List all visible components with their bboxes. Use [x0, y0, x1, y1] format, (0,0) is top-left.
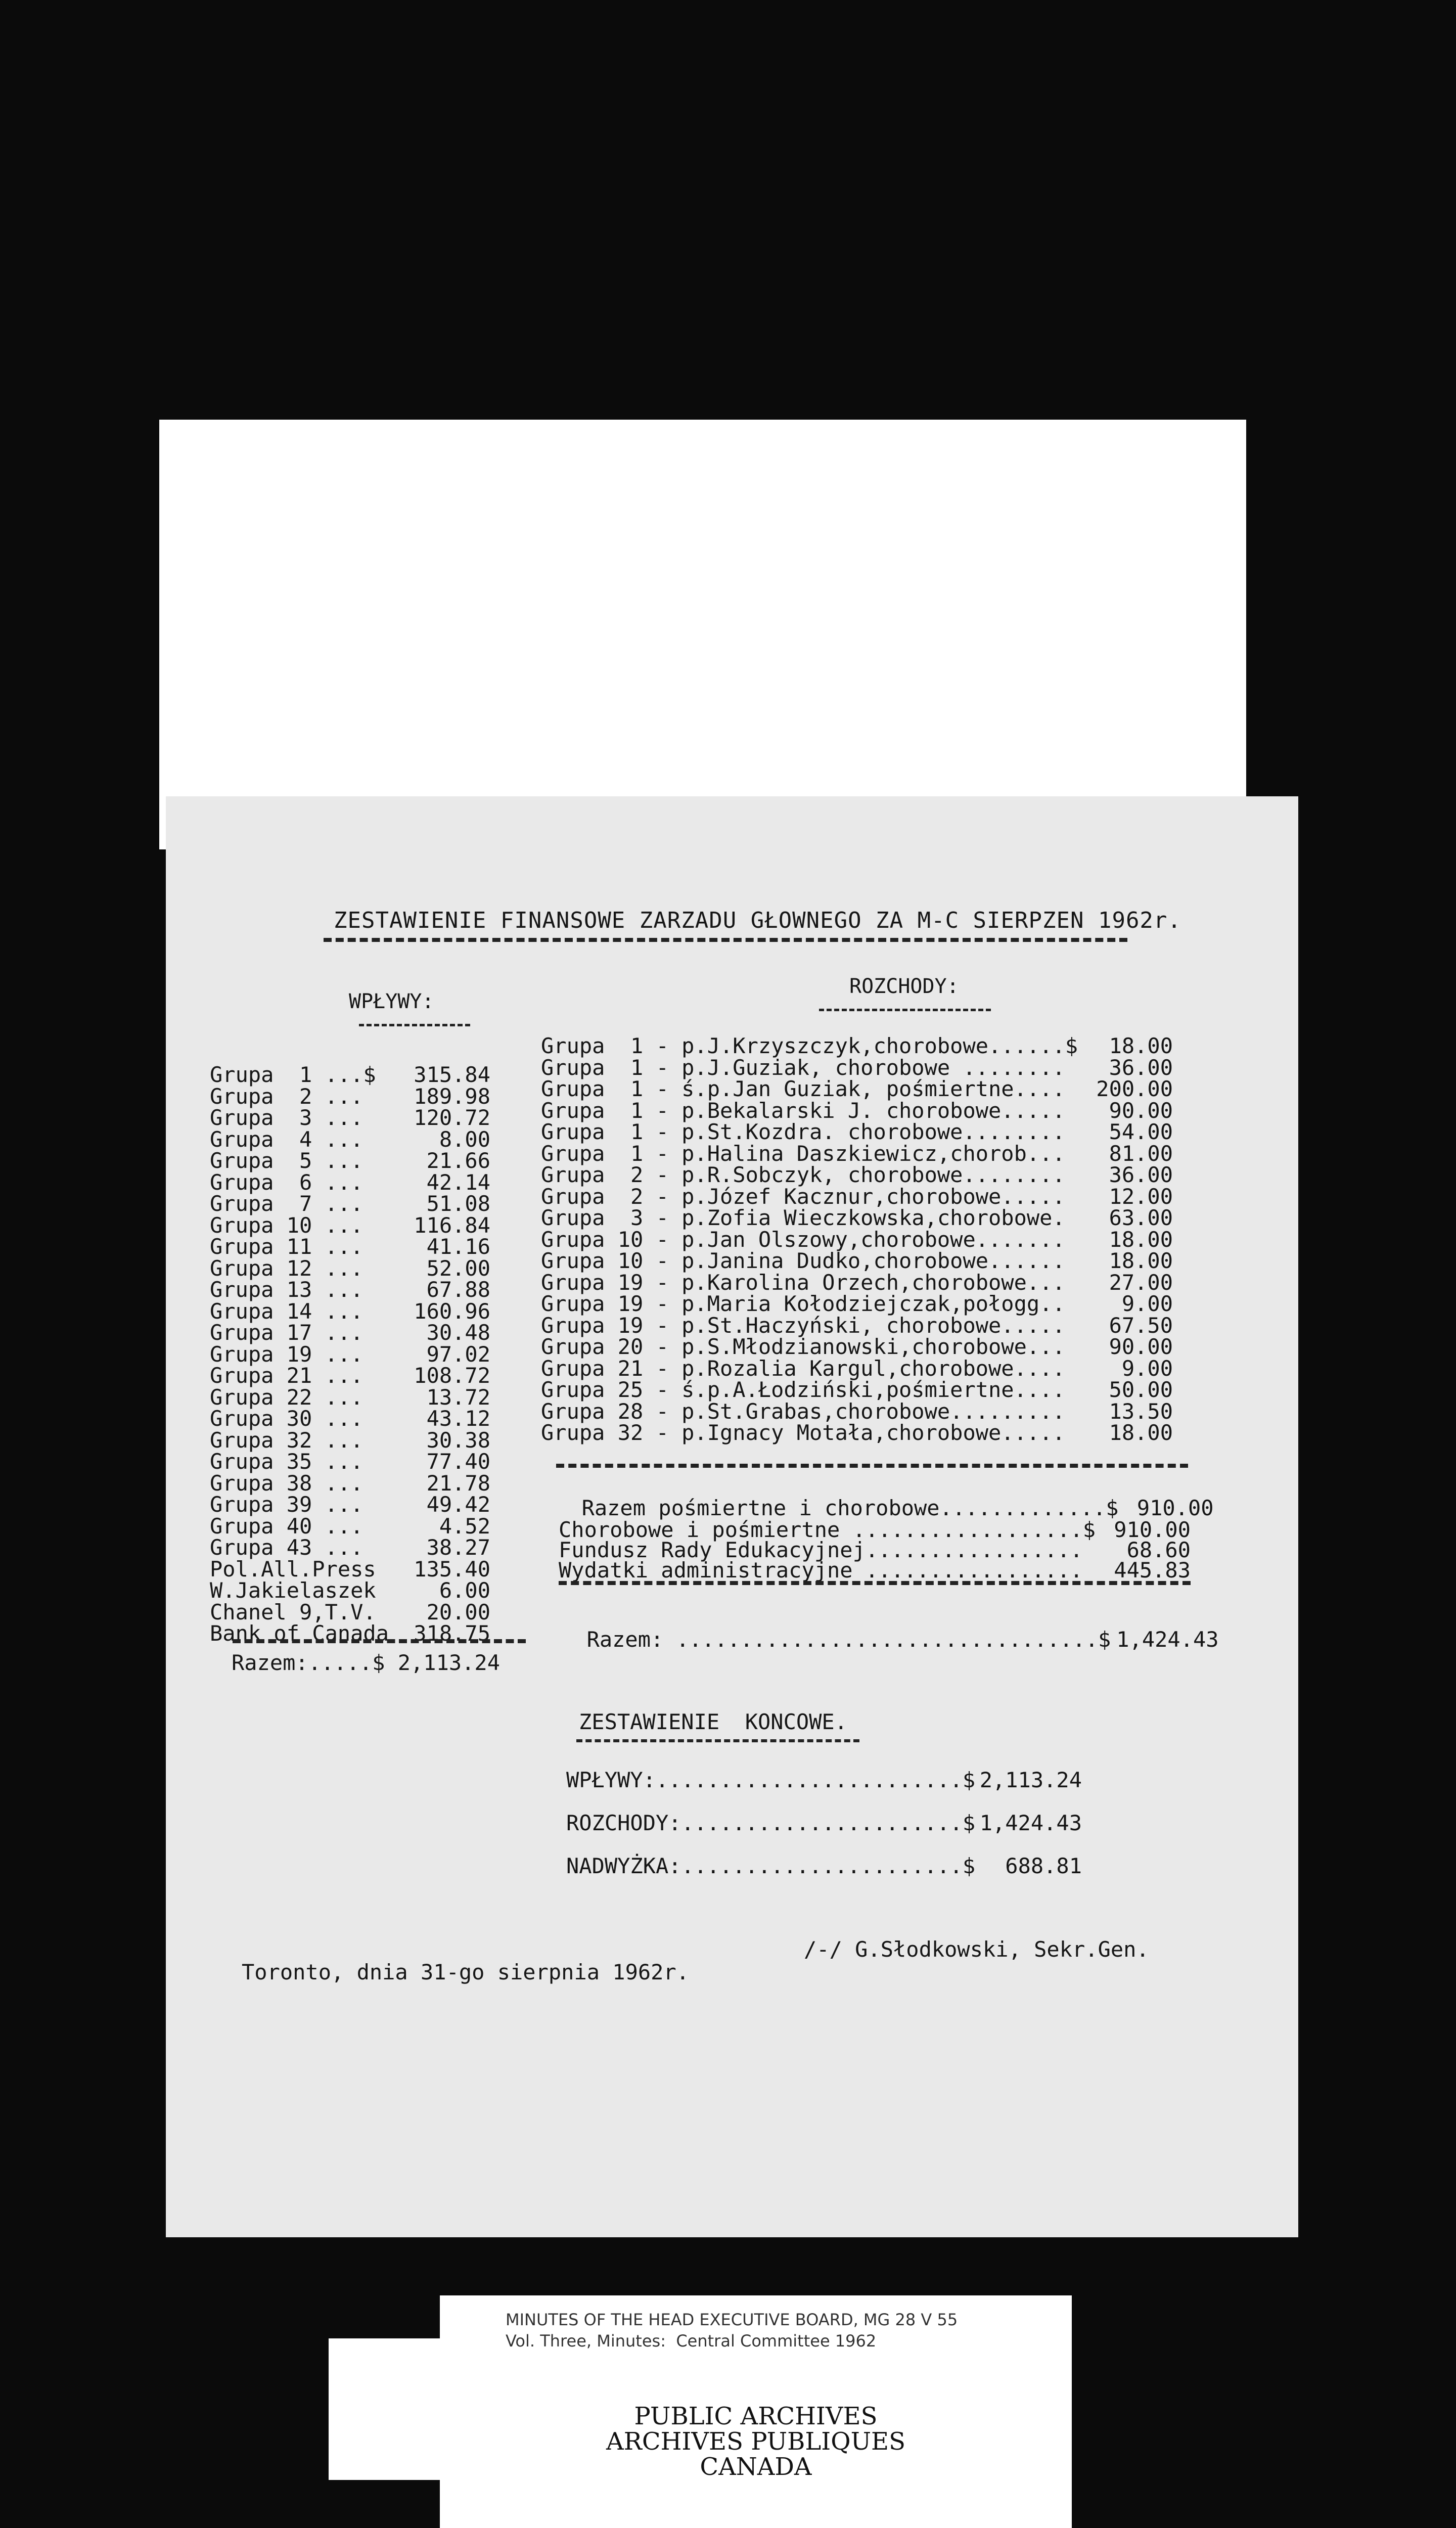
income-row	[210, 1341, 490, 1367]
income-row-amount: 77.40	[426, 1449, 490, 1474]
expense-row-amount: 9.00	[1121, 1356, 1173, 1381]
archive-stamp-line1: PUBLIC ARCHIVES	[634, 2402, 878, 2430]
income-row-amount: 21.78	[426, 1470, 490, 1496]
income-row-amount: 8.00	[439, 1126, 490, 1152]
expenses-summary-row-label: Chorobowe i pośmiertne ..................$	[559, 1517, 1096, 1542]
income-row	[210, 1193, 490, 1215]
final-summary-underline	[576, 1739, 859, 1742]
expenses-total-row	[561, 1608, 1219, 1652]
income-row-label: Grupa 30 ...	[210, 1406, 363, 1431]
expenses-summary-row-amount: 68.60	[1126, 1538, 1191, 1562]
income-row-amount: 318.75	[414, 1621, 490, 1646]
income-row-amount: 13.72	[426, 1384, 490, 1410]
archive-reference-line1: MINUTES OF THE HEAD EXECUTIVE BOARD, MG 28 V 55	[506, 2310, 958, 2329]
signature: /-/ G.Słodkowski, Sekr.Gen.	[804, 1937, 1149, 1962]
income-row-label: Grupa 17 ...	[210, 1320, 363, 1345]
expense-row-amount: 50.00	[1109, 1377, 1173, 1402]
income-row-amount: 160.96	[414, 1298, 490, 1324]
income-row-label: Grupa 40 ...	[210, 1513, 363, 1539]
expense-row-label: Grupa 1 - p.St.Kozdra. chorobowe........	[541, 1119, 1065, 1144]
expense-row	[541, 1336, 1173, 1358]
income-row-amount: 30.38	[426, 1427, 490, 1453]
final-summary-row	[566, 1770, 1082, 1791]
income-row-label: Grupa 22 ...	[210, 1384, 363, 1410]
income-row-amount: 52.00	[426, 1255, 490, 1281]
expenses-total-label: Razem: .................................$	[586, 1627, 1111, 1652]
expense-row-label: Grupa 25 - ś.p.A.Łodziński,pośmiertne....	[541, 1377, 1065, 1402]
expense-row	[541, 1398, 1173, 1424]
income-row	[210, 1427, 490, 1453]
income-row-amount: 108.72	[414, 1363, 490, 1388]
income-row	[210, 1236, 490, 1258]
expenses-summary-row-label: Fundusz Rady Edukacyjnej.................	[559, 1538, 1083, 1562]
expense-row-label: Grupa 1 - ś.p.Jan Guziak, pośmiertne....	[541, 1076, 1065, 1101]
expense-row-amount: 18.00	[1109, 1033, 1173, 1058]
expense-row-amount: 63.00	[1109, 1205, 1173, 1230]
expense-row	[541, 1164, 1173, 1186]
expense-row-label: Grupa 32 - p.Ignacy Motała,chorobowe.....	[541, 1420, 1065, 1445]
expense-row	[541, 1229, 1173, 1251]
archive-stamp-line2: ARCHIVES PUBLIQUES	[606, 2427, 905, 2456]
expense-row-amount: 9.00	[1121, 1291, 1173, 1316]
expense-row-amount: 18.00	[1109, 1420, 1173, 1445]
income-row-label: Grupa 5 ...	[210, 1148, 363, 1173]
final-summary-row-amount: 1,424.43	[979, 1811, 1082, 1835]
income-row	[210, 1513, 490, 1539]
expense-row-label: Grupa 10 - p.Janina Dudko,chorobowe......	[541, 1248, 1065, 1273]
expense-row-amount: 36.00	[1109, 1162, 1173, 1187]
income-row-amount: 6.00	[439, 1578, 490, 1603]
income-row-label: Chanel 9,T.V.	[210, 1599, 376, 1624]
income-row-amount: 49.42	[426, 1492, 490, 1517]
income-row-amount: 43.12	[426, 1406, 490, 1431]
expense-row	[541, 1143, 1173, 1165]
title-underline	[324, 938, 1127, 942]
expense-row	[541, 1293, 1173, 1315]
income-row-amount: 21.66	[426, 1148, 490, 1173]
expenses-summary-row-label: Wydatki administracyjne .................	[559, 1558, 1083, 1583]
income-row	[210, 1255, 490, 1281]
expense-row-amount: 90.00	[1109, 1334, 1173, 1359]
income-row-label: Grupa 43 ...	[210, 1535, 363, 1560]
income-total: Razem:.....$ 2,113.24	[232, 1650, 500, 1675]
income-row	[210, 1451, 490, 1473]
expenses-subtotal-row	[556, 1476, 1214, 1520]
income-row-label: Grupa 12 ...	[210, 1255, 363, 1281]
final-summary-row-label: ROZCHODY:......................$	[566, 1811, 976, 1835]
expense-row	[541, 1121, 1173, 1143]
expense-row-label: Grupa 2 - p.Józef Kacznur,chorobowe.....	[541, 1184, 1065, 1209]
expense-row-label: Grupa 1 - p.Halina Daszkiewicz,chorob...	[541, 1141, 1065, 1166]
final-summary-row-amount: 688.81	[1005, 1854, 1082, 1878]
income-row-label: Grupa 38 ...	[210, 1470, 363, 1496]
income-row	[210, 1169, 490, 1195]
expenses-heading-underline	[819, 1009, 991, 1011]
income-row	[210, 1126, 490, 1152]
final-summary-row-label: WPŁYWY:........................$	[566, 1768, 976, 1792]
income-row-label: Grupa 21 ...	[210, 1363, 363, 1388]
expense-row	[541, 1207, 1173, 1229]
income-row-amount: 38.27	[426, 1535, 490, 1560]
expenses-subtotal-amount: 910.00	[1136, 1496, 1214, 1520]
expense-row-amount: 13.50	[1109, 1398, 1173, 1424]
expense-row-label: Grupa 3 - p.Zofia Wieczkowska,chorobowe.	[541, 1205, 1065, 1230]
expense-row	[541, 1100, 1173, 1122]
income-row-amount: 4.52	[439, 1513, 490, 1539]
income-row-label: Grupa 2 ...	[210, 1084, 363, 1109]
expense-row-label: Grupa 28 - p.St.Grabas,chorobowe.........	[541, 1398, 1065, 1424]
expense-row-amount: 36.00	[1109, 1055, 1173, 1080]
expense-row	[541, 1315, 1173, 1337]
income-row-amount: 20.00	[426, 1599, 490, 1624]
document-title: ZESTAWIENIE FINANSOWE ZARZADU GŁOWNEGO ZA M-C SIERPZEN 1962r.	[334, 908, 1181, 933]
expense-row-label: Grupa 1 - p.J.Guziak, chorobowe ........	[541, 1055, 1065, 1080]
income-row-label: Bank of Canada	[210, 1621, 389, 1646]
income-row-label: Grupa 4 ...	[210, 1126, 363, 1152]
income-row	[210, 1150, 490, 1172]
income-row	[210, 1556, 490, 1582]
income-row	[210, 1298, 490, 1324]
expense-row-amount: 90.00	[1109, 1098, 1173, 1123]
expense-row-label: Grupa 19 - p.Maria Kołodziejczak,połogg..	[541, 1291, 1065, 1316]
income-total-rule	[233, 1639, 526, 1643]
expense-row	[541, 1057, 1173, 1079]
expenses-summary-row-amount: 445.83	[1114, 1558, 1191, 1583]
income-row-amount: 42.14	[426, 1169, 490, 1195]
income-row-label: Grupa 35 ...	[210, 1449, 363, 1474]
expense-row-label: Grupa 19 - p.Karolina Orzech,chorobowe...	[541, 1270, 1065, 1295]
income-row-label: Grupa 39 ...	[210, 1492, 363, 1517]
income-row-label: Grupa 32 ...	[210, 1427, 363, 1453]
final-summary-heading: ZESTAWIENIE KONCOWE.	[579, 1709, 848, 1734]
income-row	[210, 1470, 490, 1496]
income-row-label: Grupa 19 ...	[210, 1341, 363, 1367]
expense-row	[541, 1250, 1173, 1272]
final-summary-row-label: NADWYŻKA:......................$	[566, 1854, 976, 1878]
income-row-label: Pol.All.Press	[210, 1556, 376, 1582]
final-summary-row	[566, 1856, 1082, 1877]
expense-row-amount: 27.00	[1109, 1270, 1173, 1295]
income-heading: WPŁYWY:	[349, 990, 434, 1013]
expense-row-label: Grupa 21 - p.Rozalia Kargul,chorobowe....	[541, 1356, 1065, 1381]
final-summary-row	[566, 1813, 1082, 1834]
expense-row	[541, 1186, 1173, 1208]
income-row-amount: 30.48	[426, 1320, 490, 1345]
expenses-subtotal-label: Razem pośmiertne i chorobowe.............$	[581, 1496, 1119, 1520]
income-row	[210, 1580, 490, 1602]
income-row-amount: 135.40	[414, 1556, 490, 1582]
income-row	[210, 1384, 490, 1410]
income-row	[210, 1212, 490, 1238]
income-row	[210, 1279, 490, 1301]
expenses-heading: ROZCHODY:	[849, 975, 959, 998]
expense-row	[541, 1272, 1173, 1294]
income-row	[210, 1064, 490, 1086]
income-row-label: Grupa 11 ...	[210, 1234, 363, 1259]
income-heading-underline	[359, 1024, 470, 1026]
expense-row-label: Grupa 10 - p.Jan Olszowy,chorobowe.......	[541, 1227, 1065, 1252]
income-row-label: W.Jakielaszek	[210, 1578, 376, 1603]
income-row-amount: 315.84	[414, 1062, 490, 1087]
place-date: Toronto, dnia 31-go sierpnia 1962r.	[242, 1960, 690, 1984]
income-row	[210, 1086, 490, 1108]
income-row-amount: 97.02	[426, 1341, 490, 1367]
expense-row-label: Grupa 1 - p.J.Krzyszczyk,chorobowe......$	[541, 1033, 1078, 1058]
income-row	[210, 1107, 490, 1129]
expenses-summary-row-amount: 910.00	[1114, 1517, 1191, 1542]
expense-row-amount: 18.00	[1109, 1227, 1173, 1252]
expense-row-amount: 200.00	[1096, 1076, 1173, 1101]
income-row-label: Grupa 13 ...	[210, 1277, 363, 1302]
income-row-label: Grupa 6 ...	[210, 1169, 363, 1195]
income-row-amount: 120.72	[414, 1105, 490, 1130]
archive-reference-line2: Vol. Three, Minutes: Central Committee 1962	[506, 2331, 877, 2351]
expense-row-label: Grupa 1 - p.Bekalarski J. chorobowe.....	[541, 1098, 1065, 1123]
expense-row-amount: 18.00	[1109, 1248, 1173, 1273]
expense-row-label: Grupa 2 - p.R.Sobczyk, chorobowe........	[541, 1162, 1065, 1187]
income-row	[210, 1322, 490, 1344]
blank-paper-sheet	[159, 420, 1246, 849]
income-row	[210, 1408, 490, 1430]
expense-row-amount: 67.50	[1109, 1313, 1173, 1338]
income-row-label: Grupa 10 ...	[210, 1212, 363, 1238]
expenses-total-rule	[559, 1581, 1191, 1585]
income-row	[210, 1537, 490, 1559]
expense-row-amount: 81.00	[1109, 1141, 1173, 1166]
expenses-total-amount: 1,424.43	[1116, 1627, 1219, 1652]
income-row	[210, 1494, 490, 1516]
income-row-amount: 116.84	[414, 1212, 490, 1238]
income-row	[210, 1365, 490, 1387]
expense-row	[541, 1358, 1173, 1380]
income-row	[210, 1599, 490, 1624]
expense-row	[541, 1035, 1173, 1057]
expense-row	[541, 1422, 1173, 1444]
expenses-summary-row	[559, 1560, 1191, 1582]
expense-row-label: Grupa 19 - p.St.Haczyński, chorobowe.....	[541, 1313, 1065, 1338]
expense-row	[541, 1379, 1173, 1401]
expense-row	[541, 1078, 1173, 1100]
final-summary-row-amount: 2,113.24	[979, 1768, 1082, 1792]
expense-row-amount: 54.00	[1109, 1119, 1173, 1144]
expenses-subtotal-rule	[556, 1464, 1188, 1468]
income-row-label: Grupa 1 ...$	[210, 1062, 376, 1087]
income-row-label: Grupa 7 ...	[210, 1191, 363, 1216]
expense-row-amount: 12.00	[1109, 1184, 1173, 1209]
income-row-amount: 41.16	[426, 1234, 490, 1259]
archive-stamp-line3: CANADA	[700, 2453, 812, 2481]
income-row-amount: 51.08	[426, 1191, 490, 1216]
income-row-label: Grupa 3 ...	[210, 1105, 363, 1130]
income-row-amount: 67.88	[426, 1277, 490, 1302]
expense-row-label: Grupa 20 - p.S.Młodzianowski,chorobowe...	[541, 1334, 1065, 1359]
income-row-amount: 189.98	[414, 1084, 490, 1109]
income-row-label: Grupa 14 ...	[210, 1298, 363, 1324]
